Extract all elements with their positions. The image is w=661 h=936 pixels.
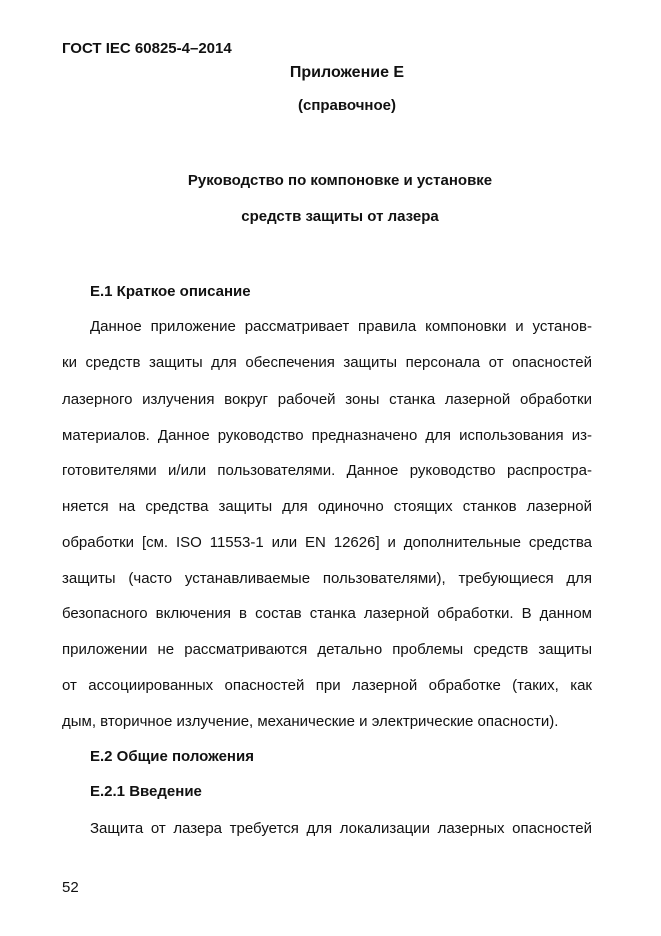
paragraph-line: дым, вторичное излучение, механические и электрические опасности).	[62, 713, 559, 730]
paragraph-line: лазерного излучения вокруг рабочей зоны станка лазерной обработки	[62, 391, 592, 408]
appendix-title: Приложение Е	[289, 64, 405, 81]
paragraph-line: безопасного включения в состав станка лазерной обработки. В данном	[62, 605, 592, 622]
section-e1-title: Е.1 Краткое описание	[90, 283, 251, 300]
main-heading-line-2: средств защиты от лазера	[241, 208, 439, 225]
paragraph-line: готовителями и/или пользователями. Данное руководство распростра-	[62, 462, 592, 479]
paragraph-line: материалов. Данное руководство предназначено для использования из-	[62, 427, 592, 444]
document-code: ГОСТ IEC 60825-4–2014	[62, 40, 232, 57]
paragraph-line: няется на средства защиты для одиночно стоящих станков лазерной	[62, 498, 592, 515]
paragraph-line: ки средств защиты для обеспечения защиты персонала от опасностей	[62, 354, 592, 371]
paragraph-line: Данное приложение рассматривает правила компоновки и установ-	[90, 318, 592, 335]
paragraph-line: от ассоциированных опасностей при лазерной обработке (таких, как	[62, 677, 592, 694]
page-number: 52	[62, 879, 79, 896]
paragraph-line: Защита от лазера требуется для локализации лазерных опасностей	[90, 820, 592, 837]
main-heading-line-1: Руководство по компоновке и установке	[187, 172, 493, 189]
appendix-kind: (справочное)	[298, 97, 396, 114]
paragraph-line: обработки [см. ISO 11553-1 или EN 12626] и дополнительные средства	[62, 534, 592, 551]
paragraph-line: приложении не рассматриваются детально проблемы средств защиты	[62, 641, 592, 658]
section-e21-title: Е.2.1 Введение	[90, 783, 202, 800]
section-e2-title: Е.2 Общие положения	[90, 748, 254, 765]
paragraph-line: защиты (часто устанавливаемые пользователями), требующиеся для	[62, 570, 592, 587]
